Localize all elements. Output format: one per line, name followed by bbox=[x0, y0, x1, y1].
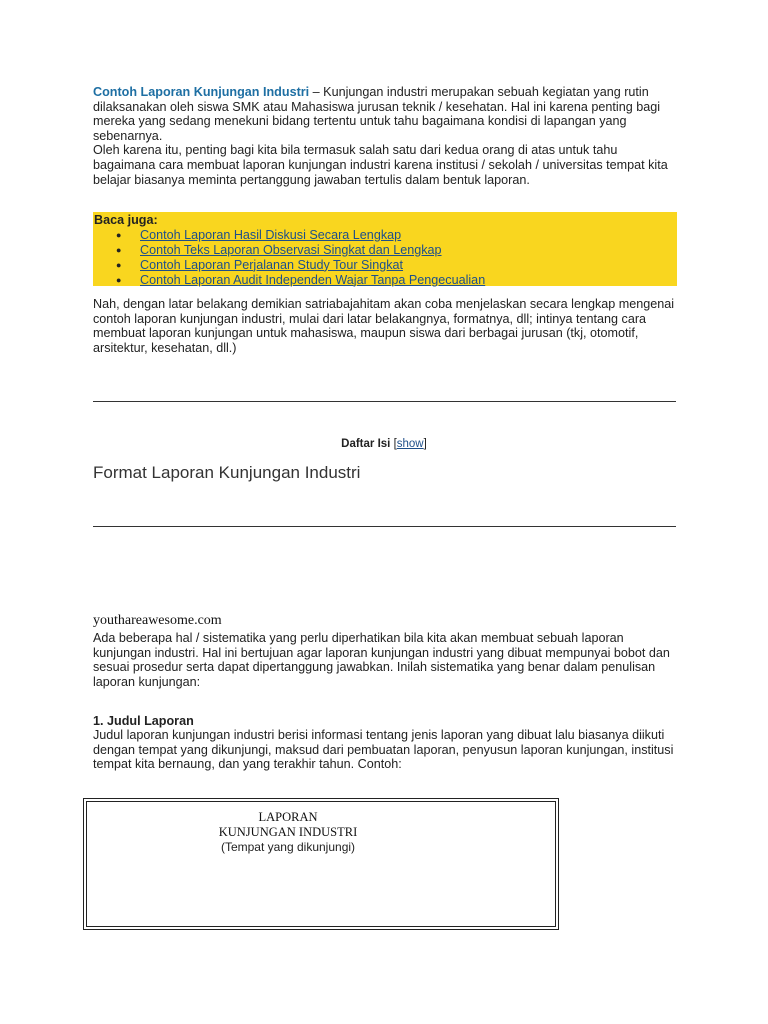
context-section bbox=[93, 297, 683, 355]
table-of-contents bbox=[0, 437, 768, 452]
list-item bbox=[94, 258, 677, 273]
baca-juga-box bbox=[93, 212, 677, 286]
subsection-title: 1. Judul Laporan bbox=[93, 714, 194, 728]
bullet-icon: ● bbox=[116, 274, 122, 285]
related-link[interactable]: Contoh Laporan Hasil Diskusi Secara Lengkap bbox=[140, 227, 402, 242]
intro-lead-text: – Kunjungan industri merupakan sebuah kegiatan yang rutin dilaksanakan oleh siswa SMK atau Mahasiswa jurusan teknik / kesehatan. Hal ini karena penting bagi mereka yang sedang menekuni bidang tertentu untuk tahu bagaimana kondisi di lapangan yang sebenarnya. bbox=[93, 85, 661, 143]
list-item bbox=[94, 273, 677, 288]
toc-bracket-open: [ bbox=[390, 438, 397, 450]
systematics-paragraph: Ada beberapa hal / sistematika yang perlu diperhatikan bila kita akan membuat sebuah laporan kunjungan industri. Hal ini bertujuan agar laporan kunjungan industri yang dibuat mempunyai bobot dan sesuai prosedur serta dapat dipertanggung jawabkan. Inilah sistematika yang benar dalam penulisan laporan kunjungan: bbox=[93, 631, 670, 689]
example-title-box bbox=[83, 798, 559, 930]
baca-juga-list bbox=[94, 228, 677, 288]
example-title-box-inner bbox=[86, 801, 556, 927]
example-line-kunjungan: KUNJUNGAN INDUSTRI bbox=[218, 825, 358, 839]
related-link[interactable]: Contoh Laporan Audit Independen Wajar Tanpa Pengecualian bbox=[140, 272, 486, 287]
divider bbox=[93, 401, 676, 402]
lead-link[interactable]: Contoh Laporan Kunjungan Industri bbox=[93, 85, 310, 99]
related-link[interactable]: Contoh Teks Laporan Observasi Singkat dan Lengkap bbox=[140, 242, 442, 257]
baca-juga-title: Baca juga: bbox=[94, 213, 158, 227]
bullet-icon: ● bbox=[116, 229, 122, 240]
list-item bbox=[94, 228, 677, 243]
related-link[interactable]: Contoh Laporan Perjalanan Study Tour Singkat bbox=[140, 257, 404, 272]
site-watermark: youthareawesome.com bbox=[93, 613, 222, 628]
judul-section bbox=[93, 728, 683, 772]
section-heading: Format Laporan Kunjungan Industri bbox=[93, 463, 361, 482]
systematics-section bbox=[93, 631, 683, 689]
toc-show-link[interactable]: show bbox=[396, 438, 424, 450]
context-paragraph: Nah, dengan latar belakang demikian satriabajahitam akan coba menjelaskan secara lengkap mengenai contoh laporan kunjungan industri, mulai dari latar belakangnya, formatnya, dll; intinya tentang cara membuat laporan kunjungan untuk mahasiswa, maupun siswa dari berbagai jurusan (tkj, otomotif, arsitektur, kesehatan, dll.) bbox=[93, 297, 675, 355]
bullet-icon: ● bbox=[116, 244, 122, 255]
intro-second-paragraph: Oleh karena itu, penting bagi kita bila termasuk salah satu dari kedua orang di atas untuk tahu bagaimana cara membuat laporan kunjungan industri karena institusi / sekolah / universitas tempat kita belajar biasanya meminta pertanggung jawaban tertulis dalam bentuk laporan. bbox=[93, 143, 668, 187]
bullet-icon: ● bbox=[116, 259, 122, 270]
list-item bbox=[94, 243, 677, 258]
judul-paragraph: Judul laporan kunjungan industri berisi informasi tentang jenis laporan yang dibuat lalu biasanya diikuti dengan tempat yang dikunjungi, maksud dari pembuatan laporan, penyusun laporan kunjungan, institusi tempat kita bernaung, dan yang terakhir tahun. Contoh: bbox=[93, 728, 674, 772]
divider bbox=[93, 526, 676, 527]
intro-section bbox=[93, 85, 683, 187]
example-line-tempat: (Tempat yang dikunjungi) bbox=[220, 840, 356, 854]
example-line-laporan: LAPORAN bbox=[258, 810, 318, 824]
intro-paragraph bbox=[93, 85, 683, 143]
toc-bracket-close: ] bbox=[423, 438, 427, 450]
toc-label: Daftar Isi bbox=[341, 438, 391, 450]
